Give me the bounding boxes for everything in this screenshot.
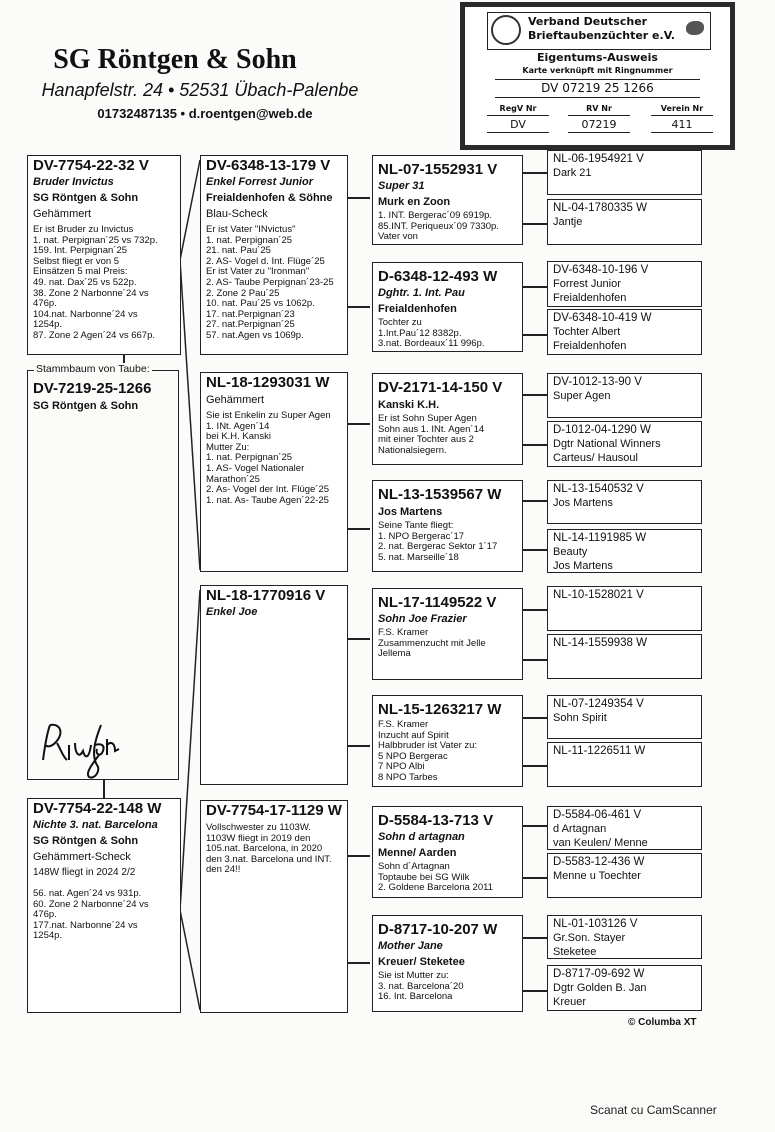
ancestor-box	[547, 853, 702, 898]
ancestor-line: Tochter Albert	[553, 326, 621, 338]
col-label: Verein Nr	[651, 103, 713, 116]
info-line: 1. nat. Perpignan´25	[206, 234, 293, 246]
info-line: 16. Int. Barcelona	[378, 991, 453, 1003]
card-col-regv	[487, 103, 549, 133]
info-line: Sohn d´Artagnan	[378, 861, 450, 872]
info-line: Er ist Bruder zu Invictus	[33, 224, 134, 235]
ancestor-line: Dgtr National Winners	[553, 438, 661, 450]
col-value: DV	[487, 117, 549, 133]
ancestor-line: Menne u Toechter	[553, 870, 641, 882]
info-line: 7 NPO Albi	[378, 761, 425, 773]
card-organization	[528, 15, 675, 43]
breeder: SG Röntgen & Sohn	[33, 835, 139, 847]
pigeon-icon	[686, 21, 704, 35]
great-grandparent-box	[372, 806, 523, 898]
col-label: RegV Nr	[487, 103, 549, 116]
ring-number: NL-01-103126 V	[553, 918, 638, 930]
info-line: 57. nat.Agen vs 1069p.	[206, 329, 304, 341]
ancestor-box	[547, 480, 702, 524]
breeder: SG Röntgen & Sohn	[33, 192, 139, 204]
info-line: Nationalsiegern.	[378, 444, 447, 456]
signature-icon	[35, 715, 135, 785]
info	[378, 521, 517, 563]
ring-number: NL-13-1539567 W	[378, 486, 502, 503]
grandparent-box	[200, 585, 348, 785]
info	[378, 862, 517, 894]
feather-color: Gehämmert	[33, 208, 92, 220]
info-line: Sie ist Mutter zu:	[378, 970, 449, 981]
ancestor-line: van Keulen/ Menne	[553, 837, 648, 849]
feather-color: Gehämmert-Scheck	[33, 851, 131, 863]
breeder-title: SG Röntgen & Sohn	[53, 44, 297, 75]
info-line: 5 NPO Bergerac	[378, 750, 448, 762]
info	[378, 628, 517, 660]
ring-number: DV-2171-14-150 V	[378, 379, 503, 396]
info-line: Sie ist Enkelin zu Super Agen	[206, 410, 331, 421]
info-line: bei K.H. Kanski	[206, 431, 271, 443]
ring-number: D-8717-09-692 W	[553, 968, 645, 980]
ring-number: DV-1012-13-90 V	[553, 376, 642, 388]
info	[206, 225, 342, 342]
ring-number: D-5584-13-713 V	[378, 812, 494, 829]
breeder-address: Hanapfelstr. 24 • 52531 Übach-Palenbe	[41, 80, 359, 100]
info	[378, 211, 517, 243]
info-line: 85.INT. Periqueux´09 7330p.	[378, 220, 499, 232]
great-grandparent-box	[372, 373, 523, 465]
info	[378, 971, 517, 1003]
connector	[522, 223, 547, 225]
ancestor-box	[547, 915, 702, 959]
nickname: Sohn d artagnan	[378, 831, 465, 843]
ring-number: NL-07-1552931 V	[378, 161, 498, 178]
info-line: 476p.	[33, 298, 57, 310]
connector	[347, 528, 370, 530]
breeder: Menne/ Aarden	[378, 847, 457, 859]
info-line: 2. AS- Taube Perpignan´23-25	[206, 276, 334, 288]
info-line: 60. Zone 2 Narbonne´24 vs	[33, 898, 149, 910]
info-line: Einsätzen 5 mal Preis:	[33, 266, 128, 278]
info-line: 2. Goldene Barcelona 2011	[378, 882, 493, 894]
connector	[522, 717, 547, 719]
ring-number: DV-6348-10-419 W	[553, 312, 652, 324]
ancestor-line: Steketee	[553, 946, 597, 958]
ancestor-line: Jos Martens	[553, 497, 613, 509]
info-line: 1.Int.Pau´12 8382p.	[378, 327, 462, 339]
ancestor-line: Forrest Junior	[553, 278, 621, 290]
info-line: 2. AS- Vogel d. Int. Flüge´25	[206, 255, 325, 267]
ring-number: DV-7754-22-148 W	[33, 800, 162, 817]
ancestor-box	[547, 421, 702, 467]
col-label: RV Nr	[568, 103, 630, 116]
ring-number: DV-7754-17-1129 W	[206, 802, 342, 819]
subject-ring-number: DV-7219-25-1266	[33, 380, 152, 397]
ring-number: D-1012-04-1290 W	[553, 424, 651, 436]
info-line: 10. nat. Pau´25 vs 1062p.	[206, 298, 315, 310]
ring-number: NL-14-1559938 W	[553, 637, 647, 649]
ancestor-line: d Artagnan	[553, 823, 607, 835]
ring-number: D-5583-12-436 W	[553, 856, 645, 868]
dam-box	[27, 798, 181, 1013]
nickname: Dghtr. 1. Int. Pau	[378, 287, 465, 299]
great-grandparent-box	[372, 915, 523, 1012]
ring-number: NL-17-1149522 V	[378, 594, 497, 611]
info-line: Tochter zu	[378, 317, 422, 328]
info-line: 476p.	[33, 909, 57, 921]
info-line: F.S. Kramer	[378, 627, 429, 638]
info	[33, 889, 175, 942]
card-header	[487, 12, 711, 50]
info	[378, 414, 517, 456]
breeder: Freialdenhofen	[378, 303, 457, 315]
info-line: 3. nat. Barcelona´20	[378, 980, 464, 992]
info-line: Jellema	[378, 648, 411, 660]
connector	[522, 500, 547, 502]
org-line-1: Verband Deutscher	[528, 15, 648, 28]
ancestor-line: Super Agen	[553, 390, 611, 402]
ancestor-box	[547, 965, 702, 1011]
ancestor-line: Beauty	[553, 546, 588, 558]
ring-number: NL-15-1263217 W	[378, 701, 502, 718]
info-line: 1254p.	[33, 930, 63, 942]
info-line: 8 NPO Tarbes	[378, 771, 438, 783]
info-line: 1. nat. Perpignan´25	[206, 452, 293, 464]
ring-number: NL-18-1770916 V	[206, 587, 326, 604]
info-line: Vater von	[378, 231, 418, 243]
info-line: 27. nat.Perpignan´25	[206, 319, 295, 331]
ancestor-line: Sohn Spirit	[553, 712, 607, 724]
scanner-watermark: Scanat cu CamScanner	[590, 1103, 717, 1117]
info-line: Zusammenzucht mit Jelle	[378, 637, 486, 649]
col-value: 411	[651, 117, 713, 133]
info-line: Mutter Zu:	[206, 441, 250, 453]
info-line: 56. nat. Agen´24 vs 931p.	[33, 888, 142, 899]
nickname: Bruder Invictus	[33, 176, 114, 188]
info-line: Halbbruder ist Vater zu:	[378, 740, 478, 752]
breeder: Kanski K.H.	[378, 399, 440, 411]
info	[206, 411, 342, 506]
sire-box	[27, 155, 181, 355]
ancestor-line: Jos Martens	[553, 560, 613, 572]
info-line: 5. nat. Marseille´18	[378, 551, 459, 563]
breeder: Freialdenhofen & Söhne	[206, 192, 333, 204]
info-line: 1254p.	[33, 319, 63, 331]
grandparent-box	[200, 372, 348, 572]
info-line: Er ist Vater zu "Ironman"	[206, 266, 310, 278]
info-line: 87. Zone 2 Agen´24 vs 667p.	[33, 329, 156, 341]
nickname: Nichte 3. nat. Barcelona	[33, 819, 158, 831]
ring-number: DV-7754-22-32 V	[33, 157, 149, 174]
ancestor-box	[547, 529, 702, 573]
note: 148W fliegt in 2024 2/2	[33, 867, 136, 878]
breeder: Kreuer/ Steketee	[378, 956, 465, 968]
info-line: 1103W fliegt in 2019 den	[206, 832, 311, 844]
info-line: Vollschwester zu 1103W.	[206, 822, 311, 833]
card-col-rv	[568, 103, 630, 133]
nickname: Enkel Joe	[206, 606, 258, 618]
connector	[522, 877, 547, 879]
connector	[522, 937, 547, 939]
ring-number: NL-13-1540532 V	[553, 483, 644, 495]
info-line: 49. nat. Dax´25 vs 522p.	[33, 276, 137, 288]
ancestor-line: Gr.Son. Stayer	[553, 932, 626, 944]
copyright: © Columba XT	[628, 1017, 697, 1028]
ancestor-box	[547, 695, 702, 739]
connector	[347, 306, 370, 308]
ancestor-line: Freialdenhofen	[553, 340, 627, 352]
nickname: Mother Jane	[378, 940, 443, 952]
ancestor-box	[547, 373, 702, 418]
ancestor-line: Dgtr Golden B. Jan	[553, 982, 647, 994]
info	[378, 720, 517, 784]
info-line: Er ist Sohn Super Agen	[378, 413, 477, 424]
info-line: 104.nat. Narbonne´24 vs	[33, 308, 138, 320]
connector	[347, 855, 370, 857]
card-ring-number: DV 07219 25 1266	[495, 79, 700, 98]
card-col-verein	[651, 103, 713, 133]
connector	[522, 825, 547, 827]
great-grandparent-box	[372, 480, 523, 572]
ancestor-box	[547, 586, 702, 631]
nickname: Sohn Joe Frazier	[378, 613, 467, 625]
ancestor-line: Carteus/ Hausoul	[553, 452, 638, 464]
info-line: Seine Tante fliegt:	[378, 520, 454, 531]
ring-number: DV-6348-10-196 V	[553, 264, 649, 276]
info-line: den 3.nat. Barcelona und INT.	[206, 853, 332, 865]
connector	[522, 765, 547, 767]
info-line: Toptaube bei SG Wilk	[378, 871, 470, 883]
card-title: Eigentums-Ausweis	[537, 51, 658, 64]
pedigree-label: Stammbaum von Taube:	[36, 363, 150, 375]
ancestor-box	[547, 309, 702, 355]
ring-number: D-5584-06-461 V	[553, 809, 642, 821]
ring-number: NL-11-1226511 W	[553, 745, 646, 757]
great-grandparent-box	[372, 262, 523, 352]
breeder: Jos Martens	[378, 506, 443, 518]
ancestor-line: Freialdenhofen	[553, 292, 627, 304]
connector	[347, 962, 370, 964]
connector	[522, 444, 547, 446]
info-line: 1. INt. Agen´14	[206, 420, 270, 432]
connector	[522, 172, 547, 174]
info-line: 1. INT. Bergerac´09 6919p.	[378, 210, 493, 221]
info-line: Sohn aus 1. INt. Agen´14	[378, 423, 485, 435]
info-line: 2. As- Vogel der Int. Flüge´25	[206, 484, 330, 496]
ancestor-box	[547, 806, 702, 850]
info-line: 17. nat.Perpignan´23	[206, 308, 295, 320]
connector	[522, 659, 547, 661]
connector	[347, 638, 370, 640]
ring-number: NL-04-1780335 W	[553, 202, 647, 214]
connector	[522, 990, 547, 992]
info-line: 1. nat. As- Taube Agen´22-25	[206, 494, 329, 506]
connector	[522, 549, 547, 551]
connector	[522, 334, 547, 336]
connector	[347, 197, 370, 199]
breeder: Murk en Zoon	[378, 196, 451, 208]
connector	[347, 745, 370, 747]
info-line: 2. nat. Bergerac Sektor 1´17	[378, 541, 498, 553]
info-line: 3.nat. Bordeaux´11 996p.	[378, 338, 485, 350]
col-value: 07219	[568, 117, 630, 133]
info-line: mit einer Tochter aus 2	[378, 434, 474, 446]
org-line-2: Brieftaubenzüchter e.V.	[528, 29, 675, 42]
ownership-card	[460, 2, 735, 150]
info-line: Inzucht auf Spirit	[378, 729, 449, 741]
vdb-logo-icon	[491, 15, 521, 45]
ancestor-line: Kreuer	[553, 996, 587, 1008]
info-line: F.S. Kramer	[378, 719, 429, 730]
ring-number: DV-6348-13-179 V	[206, 157, 331, 174]
nickname: Super 31	[378, 180, 425, 192]
info-line: Marathon´25	[206, 473, 260, 485]
great-grandparent-box	[372, 695, 523, 787]
ancestor-box	[547, 199, 702, 245]
info	[206, 823, 342, 876]
connector	[522, 609, 547, 611]
info	[378, 318, 517, 350]
info-line: 105.nat. Barcelona, in 2020	[206, 843, 323, 855]
info-line: Selbst fliegt er von 5	[33, 255, 120, 267]
info-line: 1. NPO Bergerac´17	[378, 530, 465, 542]
ancestor-box	[547, 261, 702, 307]
info	[33, 225, 175, 342]
connector	[522, 394, 547, 396]
card-subtitle: Karte verknüpft mit Ringnummer	[522, 66, 673, 75]
ring-number: NL-06-1954921 V	[553, 153, 644, 165]
feather-color: Blau-Scheck	[206, 208, 268, 220]
ring-number: NL-18-1293031 W	[206, 374, 330, 391]
ring-number: D-8717-10-207 W	[378, 921, 498, 938]
info-line: 38. Zone 2 Narbonne´24 vs	[33, 287, 149, 299]
ancestor-box	[547, 150, 702, 195]
info-line: 159. Int. Perpignan´25	[33, 245, 128, 257]
ring-number: NL-07-1249354 V	[553, 698, 644, 710]
grandparent-box	[200, 155, 348, 355]
nickname: Enkel Forrest Junior	[206, 176, 313, 188]
great-grandparent-box	[372, 155, 523, 245]
ancestor-line: Jantje	[553, 216, 583, 228]
connector	[522, 286, 547, 288]
ring-number: NL-14-1191985 W	[553, 532, 647, 544]
info-line: 21. nat. Pau´25	[206, 245, 271, 257]
grandparent-box	[200, 800, 348, 1013]
info-line: 177.nat. Narbonne´24 vs	[33, 919, 138, 931]
ancestor-box	[547, 634, 702, 679]
info-line: den 24!!	[206, 864, 241, 876]
connector	[347, 423, 370, 425]
subject-breeder: SG Röntgen & Sohn	[33, 400, 139, 412]
ring-number: D-6348-12-493 W	[378, 268, 498, 285]
info-line: 1. AS- Vogel Nationaler	[206, 462, 305, 474]
ancestor-line: Dark 21	[553, 167, 592, 179]
info-line: Er ist Vater "INvictus"	[206, 224, 296, 235]
info-line: 1. nat. Perpignan´25 vs 732p.	[33, 234, 158, 246]
breeder-contact: 01732487135 • d.roentgen@web.de	[97, 106, 313, 121]
great-grandparent-box	[372, 588, 523, 680]
ring-number: NL-10-1528021 V	[553, 589, 644, 601]
info-line: 2. Zone 2 Pau´25	[206, 287, 280, 299]
ancestor-box	[547, 742, 702, 787]
feather-color: Gehämmert	[206, 394, 265, 406]
